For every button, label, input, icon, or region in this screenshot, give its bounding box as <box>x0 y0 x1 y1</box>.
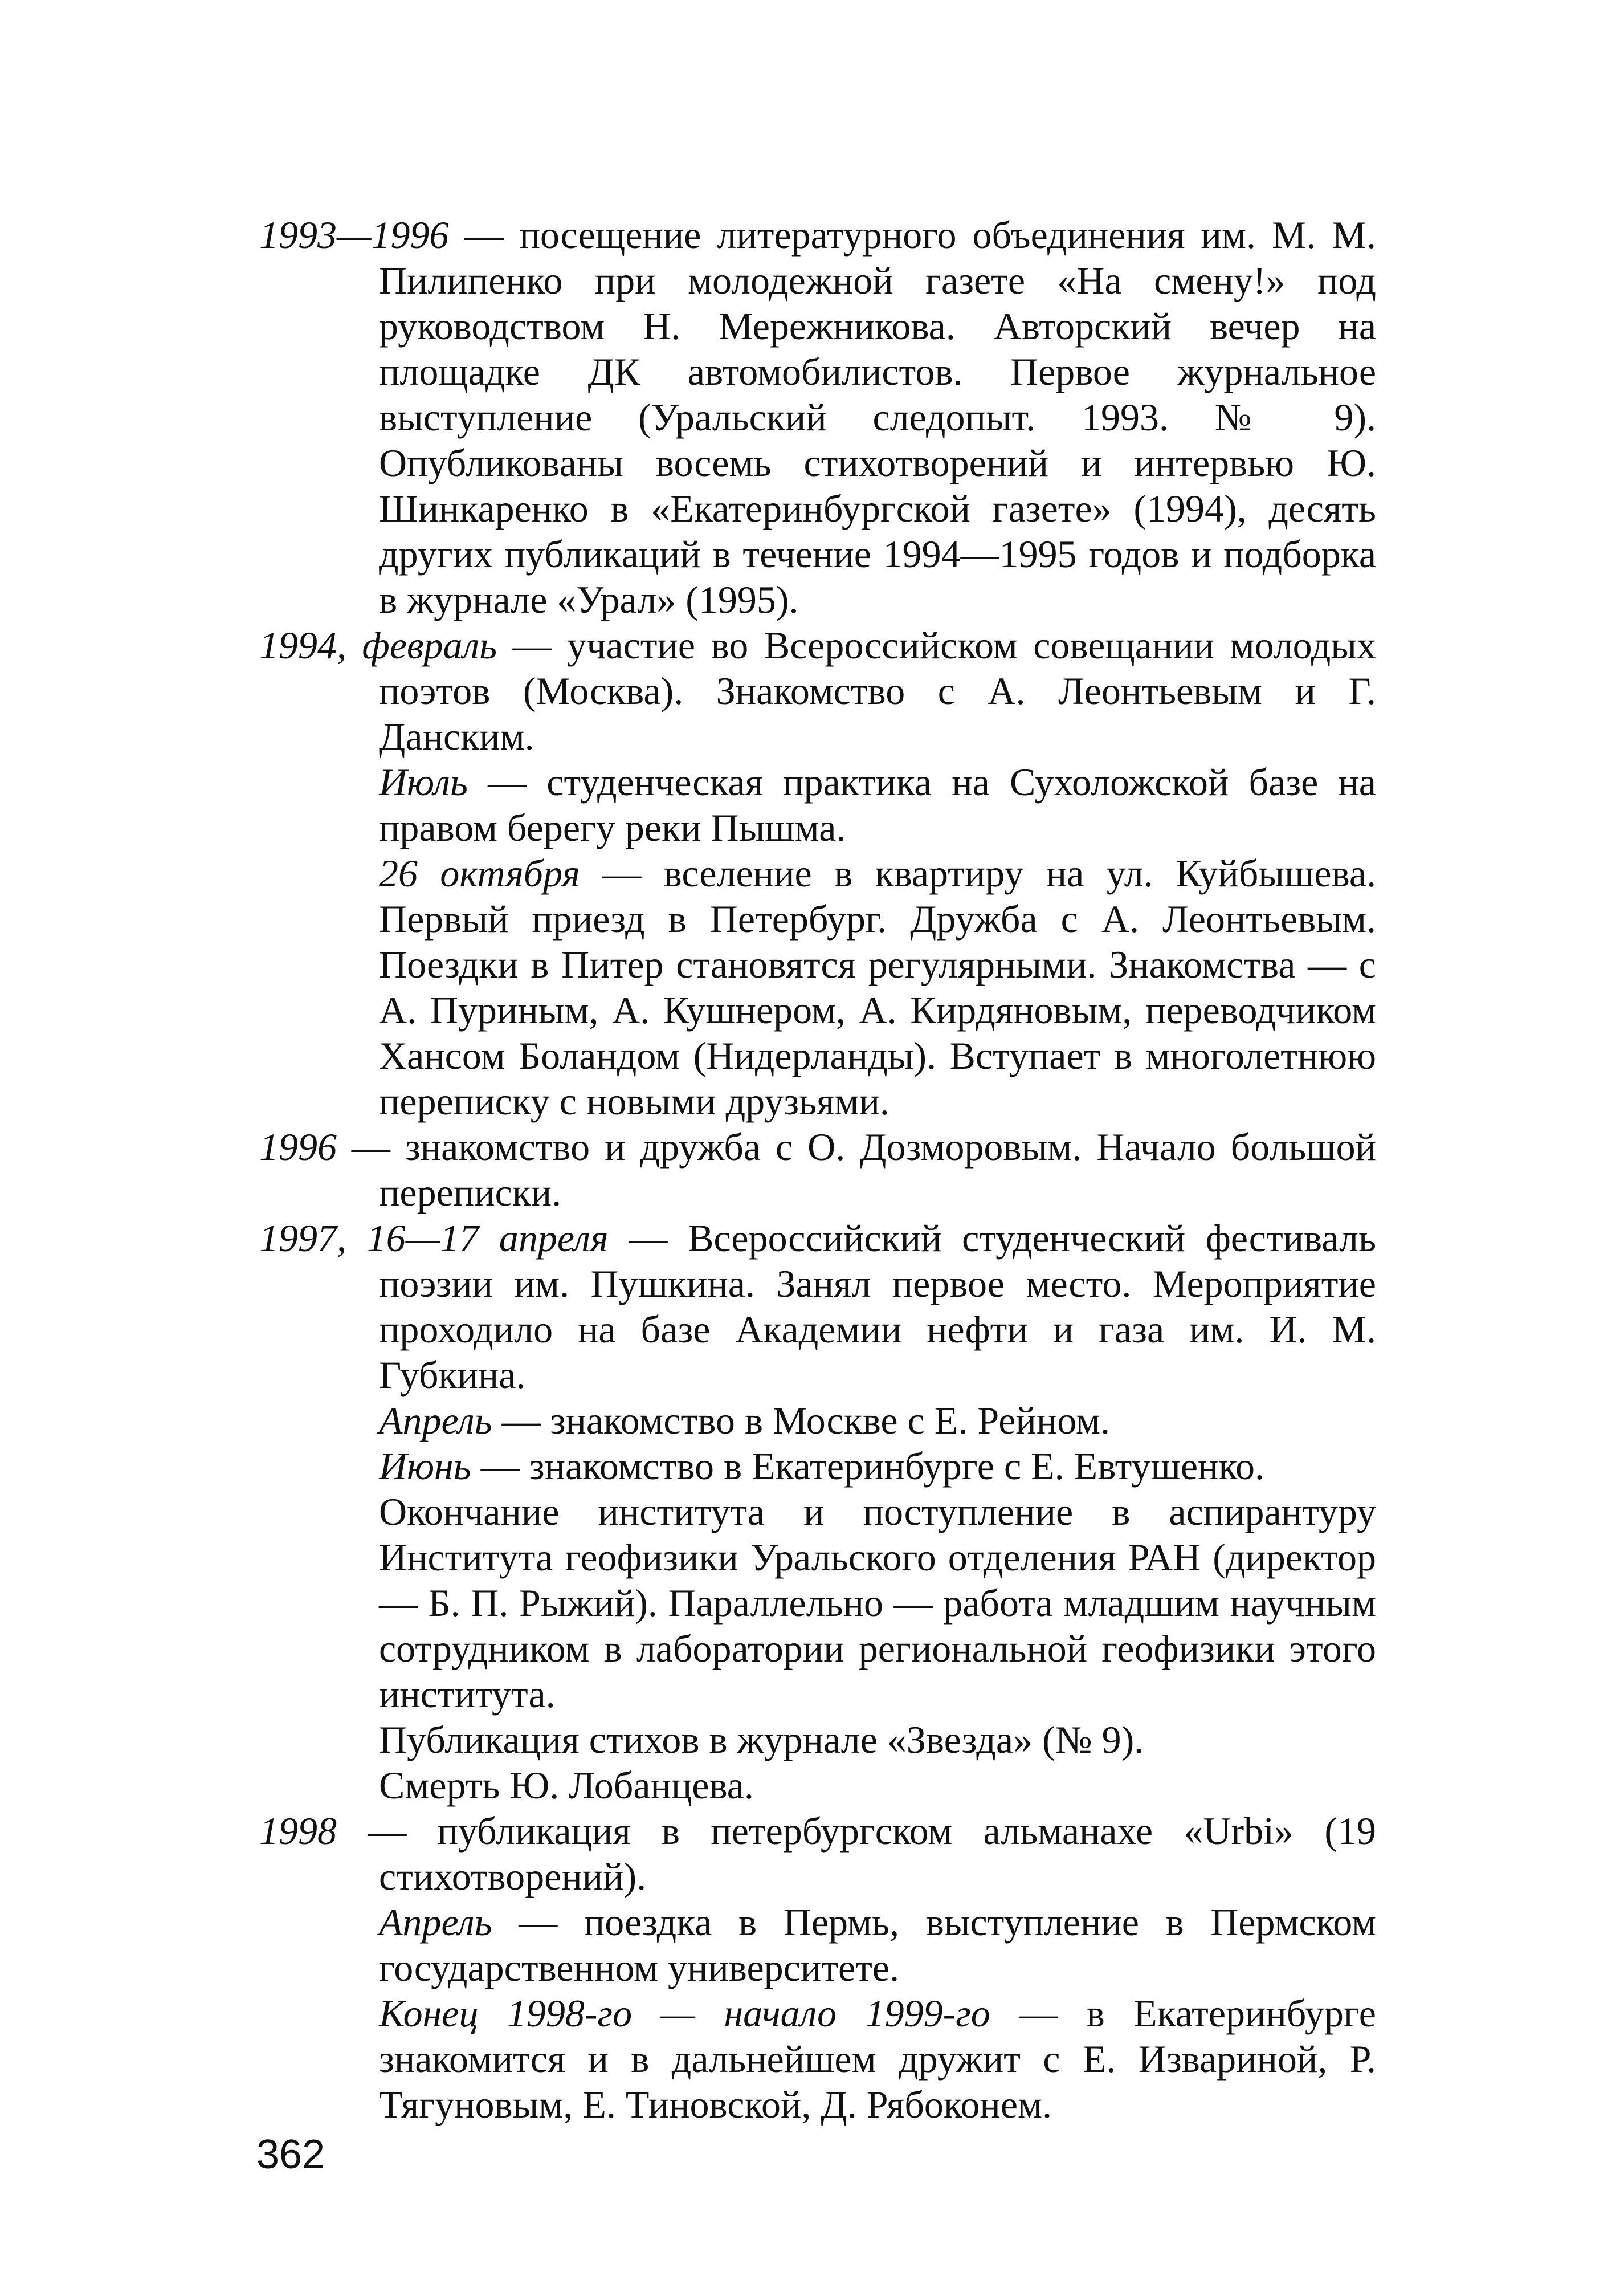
entry-text: — знакомство в Москве с Е. Рейном. <box>492 1399 1110 1442</box>
chronology-entry-1994-february <box>259 622 1376 759</box>
entry-date: 26 октября <box>379 852 580 895</box>
chronology-subentry-lobantsev-death <box>259 1762 1376 1808</box>
chronology-subentry-july <box>259 759 1376 850</box>
entry-date: 1994, февраль <box>259 624 497 667</box>
chronology-subentry-april-perm <box>259 1899 1376 1990</box>
entry-text: — знакомство в Екатеринбурге с Е. Евтушенко. <box>471 1444 1264 1488</box>
chronology-entry-1998 <box>259 1808 1376 1899</box>
chronology-subentry-april <box>259 1398 1376 1443</box>
chronology-subentry-late-1998 <box>259 1990 1376 2127</box>
entry-date: Апрель <box>379 1900 492 1944</box>
entry-date: 1998 <box>259 1809 337 1852</box>
entry-text: — студенческая практика на Сухоложской базе на правом берегу реки Пышма. <box>379 760 1376 849</box>
entry-text: — поездка в Пермь, выступление в Пермском государственном университете. <box>379 1900 1376 1989</box>
entry-date: Конец 1998-го — начало 1999-го <box>379 1992 990 2035</box>
entry-date: 1996 <box>259 1125 337 1168</box>
chronology-text <box>259 212 1376 2127</box>
entry-text: — посещение литературного объединения им. М. М. Пилипенко при молодежной газете «На смену!» под руководством Н. Мережникова. Авторский вечер на площадке ДК автомобилистов. Первое журнальное выступление (Уральский следопыт. 1993. № 9). Опубликованы восемь стихотворений и интервью Ю. Шинкаренко в «Екатеринбургской газете» (1994), десять других публикаций в течение 1994—1995 годов и подборка в журнале «Урал» (1995). <box>379 213 1376 621</box>
page-number: 362 <box>256 2132 325 2177</box>
entry-date: Апрель <box>379 1399 492 1442</box>
entry-text: — участие во Всероссийском совещании молодых поэтов (Москва). Знакомство с А. Леонтьевым и Г. Данским. <box>379 624 1376 758</box>
entry-text: Окончание института и поступление в аспирантуру Института геофизики Уральского отделения РАН (директор — Б. П. Рыжий). Параллельно — работа младшим научным сотрудником в лаборатории региональной геофизики этого института. <box>379 1490 1376 1716</box>
chronology-entry-1993-1996 <box>259 212 1376 622</box>
chronology-subentry-zvezda-publication <box>259 1717 1376 1762</box>
entry-text: Смерть Ю. Лобанцева. <box>379 1764 754 1807</box>
chronology-subentry-october-26 <box>259 850 1376 1124</box>
entry-date: Июнь <box>379 1444 471 1488</box>
entry-text: — знакомство и дружба с О. Дозморовым. Начало большой переписки. <box>337 1125 1376 1214</box>
chronology-entry-1996 <box>259 1124 1376 1215</box>
entry-text: Публикация стихов в журнале «Звезда» (№ 9). <box>379 1718 1144 1761</box>
chronology-subentry-graduation <box>259 1489 1376 1717</box>
chronology-entry-1997-april <box>259 1215 1376 1398</box>
entry-date: 1997, 16—17 апреля <box>259 1216 609 1260</box>
entry-text: — Всероссийский студенческий фестиваль поэзии им. Пушкина. Занял первое место. Мероприятие проходило на базе Академии нефти и газа им. И. М. Губкина. <box>379 1216 1376 1396</box>
entry-text: — вселение в квартиру на ул. Куйбышева. Первый приезд в Петербург. Дружба с А. Леонтьевым. Поездки в Питер становятся регулярными. Знакомства — с А. Пуриным, А. Кушнером, А. Кирдяновым, переводчиком Хансом Боландом (Нидерланды). Вступает в многолетнюю переписку с новыми друзьями. <box>379 852 1377 1123</box>
entry-date: Июль <box>379 760 468 804</box>
entry-date: 1993—1996 <box>259 213 449 256</box>
chronology-subentry-june <box>259 1443 1376 1489</box>
entry-text: — публикация в петербургском альманахе «Urbi» (19 стихотворений). <box>337 1809 1376 1898</box>
entry-text: — в Екатеринбурге знакомится и в дальнейшем дружит с Е. Извариной, Р. Тягуновым, Е. Тиновской, Д. Рябоконем. <box>379 1992 1376 2126</box>
